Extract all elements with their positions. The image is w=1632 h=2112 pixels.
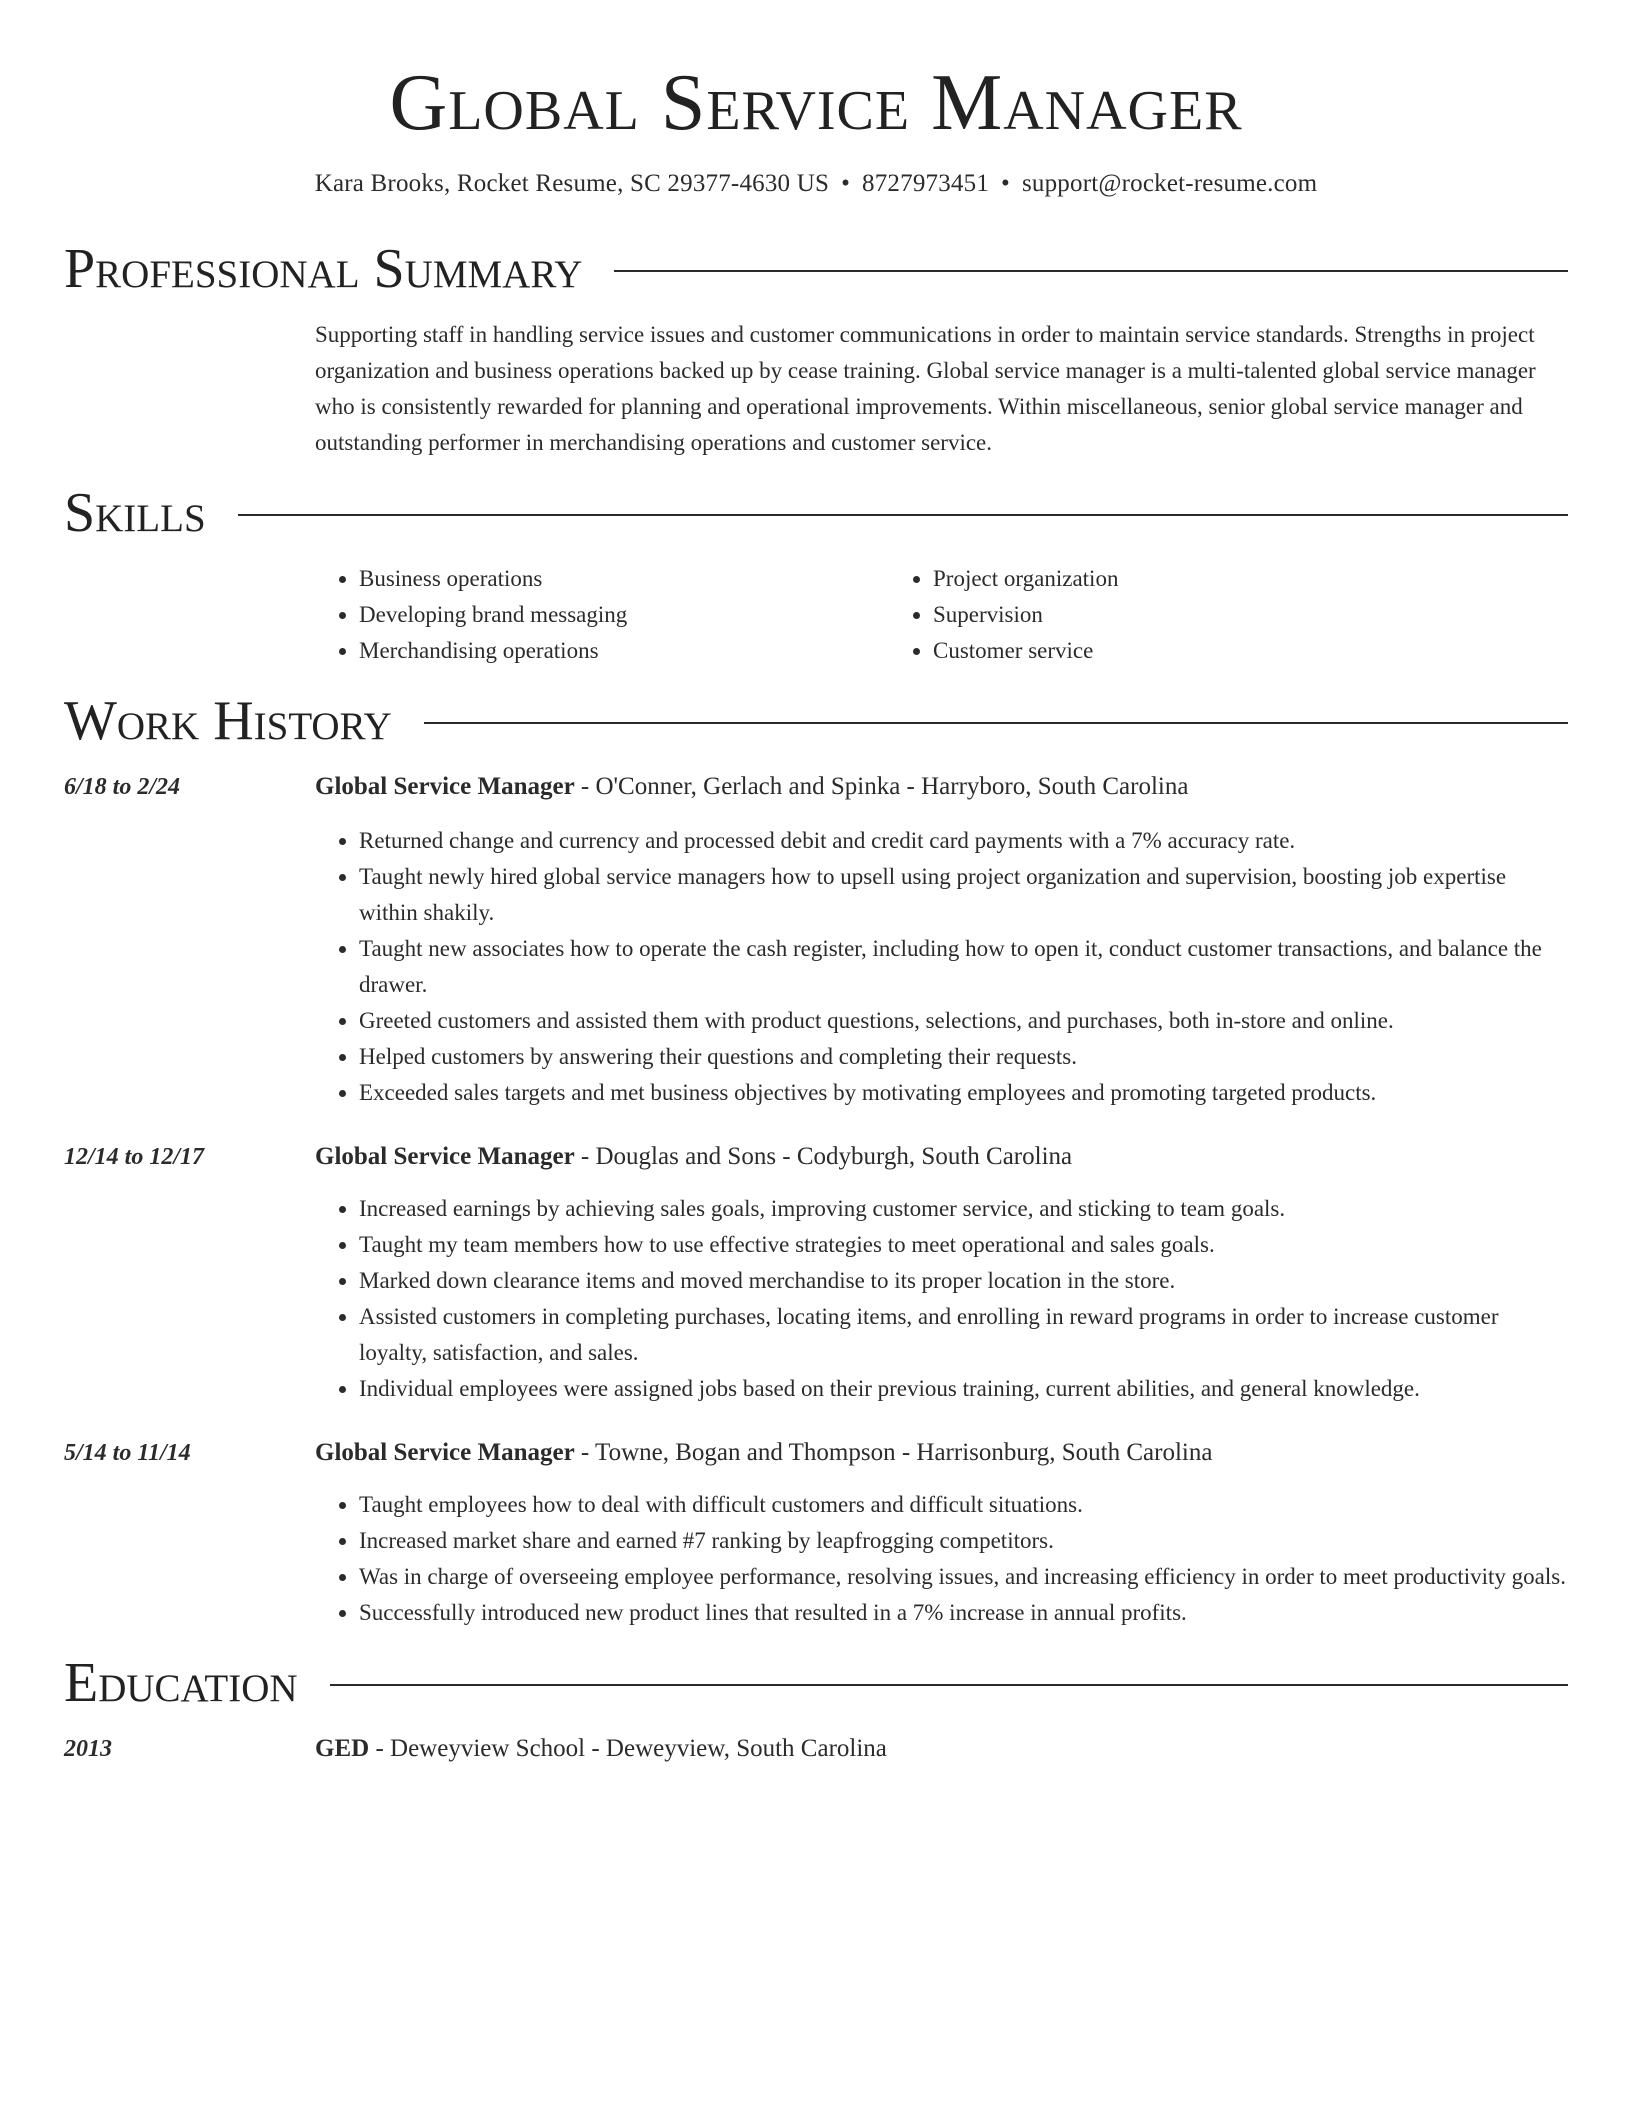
job-title: Global Service Manager xyxy=(315,1439,575,1466)
job-heading xyxy=(315,769,1188,805)
contact-email: support@rocket-resume.com xyxy=(1021,170,1318,197)
section-divider xyxy=(424,722,1568,724)
skills-heading: Skills xyxy=(64,482,206,544)
education-heading-line xyxy=(315,1731,887,1767)
work-section-header xyxy=(64,689,1568,753)
job-bullet: • Taught my team members how to use effective strategies to meet operational and sales goals. xyxy=(359,1227,1568,1263)
section-divider xyxy=(614,270,1568,272)
skill-item: • Developing brand messaging xyxy=(359,597,888,633)
contact-separator: • xyxy=(841,170,851,197)
education-section-header xyxy=(64,1651,1568,1715)
job-bullet: • Returned change and currency and processed debit and credit card payments with a 7% accuracy rate. xyxy=(359,823,1568,859)
skill-item: • Customer service xyxy=(933,633,1461,669)
job-header xyxy=(64,1435,1568,1471)
job-heading xyxy=(315,1139,1072,1175)
job-bullet: • Assisted customers in completing purchases, locating items, and enrolling in reward programs in order to increase customer loyalty, satisfaction, and sales. xyxy=(359,1299,1568,1371)
skills-list xyxy=(315,561,1568,669)
job-bullet: • Was in charge of overseeing employee performance, resolving issues, and increasing efficiency in order to meet productivity goals. xyxy=(359,1559,1568,1595)
work-heading: Work History xyxy=(64,690,392,752)
contact-line xyxy=(64,167,1568,201)
education-school: - Deweyview School - Deweyview, South Carolina xyxy=(369,1735,887,1762)
section-divider xyxy=(330,1684,1568,1686)
job-bullet: • Individual employees were assigned jobs based on their previous training, current abilities, and general knowledge. xyxy=(359,1371,1568,1407)
skills-section-header xyxy=(64,481,1568,545)
resume-page xyxy=(64,0,1568,1767)
skills-column-left xyxy=(315,561,888,669)
skill-item: • Business operations xyxy=(359,561,888,597)
job-bullet: • Exceeded sales targets and met business objectives by motivating employees and promoting targeted products. xyxy=(359,1075,1568,1111)
job-entry xyxy=(64,769,1568,1111)
education-year: 2013 xyxy=(64,1736,112,1762)
job-bullet: • Increased earnings by achieving sales goals, improving customer service, and sticking to team goals. xyxy=(359,1191,1568,1227)
job-dates: 6/18 to 2/24 xyxy=(64,774,181,800)
education-heading: Education xyxy=(64,1652,298,1714)
contact-separator: • xyxy=(1001,170,1010,197)
job-employer: - Douglas and Sons - Codyburgh, South Carolina xyxy=(574,1143,1073,1170)
resume-title: Global Service Manager xyxy=(389,59,1243,147)
job-bullet: • Taught newly hired global service managers how to upsell using project organization and supervision, boosting job expertise within shakily. xyxy=(359,859,1568,931)
education-degree: GED xyxy=(315,1735,370,1762)
job-bullets xyxy=(315,1191,1568,1407)
education-entry xyxy=(64,1731,1568,1767)
contact-address: Kara Brooks, Rocket Resume, SC 29377-4630 US xyxy=(314,170,830,197)
job-header xyxy=(64,769,1568,805)
job-bullets xyxy=(315,1487,1568,1631)
job-entry xyxy=(64,1139,1568,1407)
job-dates: 5/14 to 11/14 xyxy=(64,1440,191,1466)
section-divider xyxy=(238,514,1568,516)
skills-column-right xyxy=(888,561,1461,669)
skill-item: • Merchandising operations xyxy=(359,633,888,669)
summary-text: Supporting staff in handling service issues and customer communications in order to maintain service standards. Strengths in project organization and business operations backed up by cease training. Global service manager is a multi-talented global service manager who is consistently rewarded for planning and operational improvements. Within miscellaneous, senior global service manager and outstanding performer in merchandising operations and customer service. xyxy=(315,322,1536,455)
job-bullet: • Marked down clearance items and moved merchandise to its proper location in the store. xyxy=(359,1263,1568,1299)
job-heading xyxy=(315,1435,1212,1471)
job-entry xyxy=(64,1435,1568,1631)
job-bullet: • Taught new associates how to operate the cash register, including how to open it, conduct customer transactions, and balance the drawer. xyxy=(359,931,1568,1003)
job-title: Global Service Manager xyxy=(315,1143,575,1170)
summary-section-header xyxy=(64,237,1568,301)
job-bullet: • Taught employees how to deal with difficult customers and difficult situations. xyxy=(359,1487,1568,1523)
job-title: Global Service Manager xyxy=(315,773,575,800)
job-employer: - O'Conner, Gerlach and Spinka - Harryboro, South Carolina xyxy=(574,773,1189,800)
summary-heading: Professional Summary xyxy=(64,238,583,300)
job-bullet: • Helped customers by answering their questions and completing their requests. xyxy=(359,1039,1568,1075)
job-bullet: • Increased market share and earned #7 ranking by leapfrogging competitors. xyxy=(359,1523,1568,1559)
contact-phone: 8727973451 xyxy=(862,170,990,197)
job-bullet: • Greeted customers and assisted them with product questions, selections, and purchases, both in-store and online. xyxy=(359,1003,1568,1039)
skill-item: • Supervision xyxy=(933,597,1461,633)
job-dates: 12/14 to 12/17 xyxy=(64,1144,205,1170)
job-employer: - Towne, Bogan and Thompson - Harrisonburg, South Carolina xyxy=(574,1439,1213,1466)
skill-item: • Project organization xyxy=(933,561,1461,597)
job-header xyxy=(64,1139,1568,1175)
job-bullet: • Successfully introduced new product lines that resulted in a 7% increase in annual profits. xyxy=(359,1595,1568,1631)
job-bullets xyxy=(315,823,1568,1111)
